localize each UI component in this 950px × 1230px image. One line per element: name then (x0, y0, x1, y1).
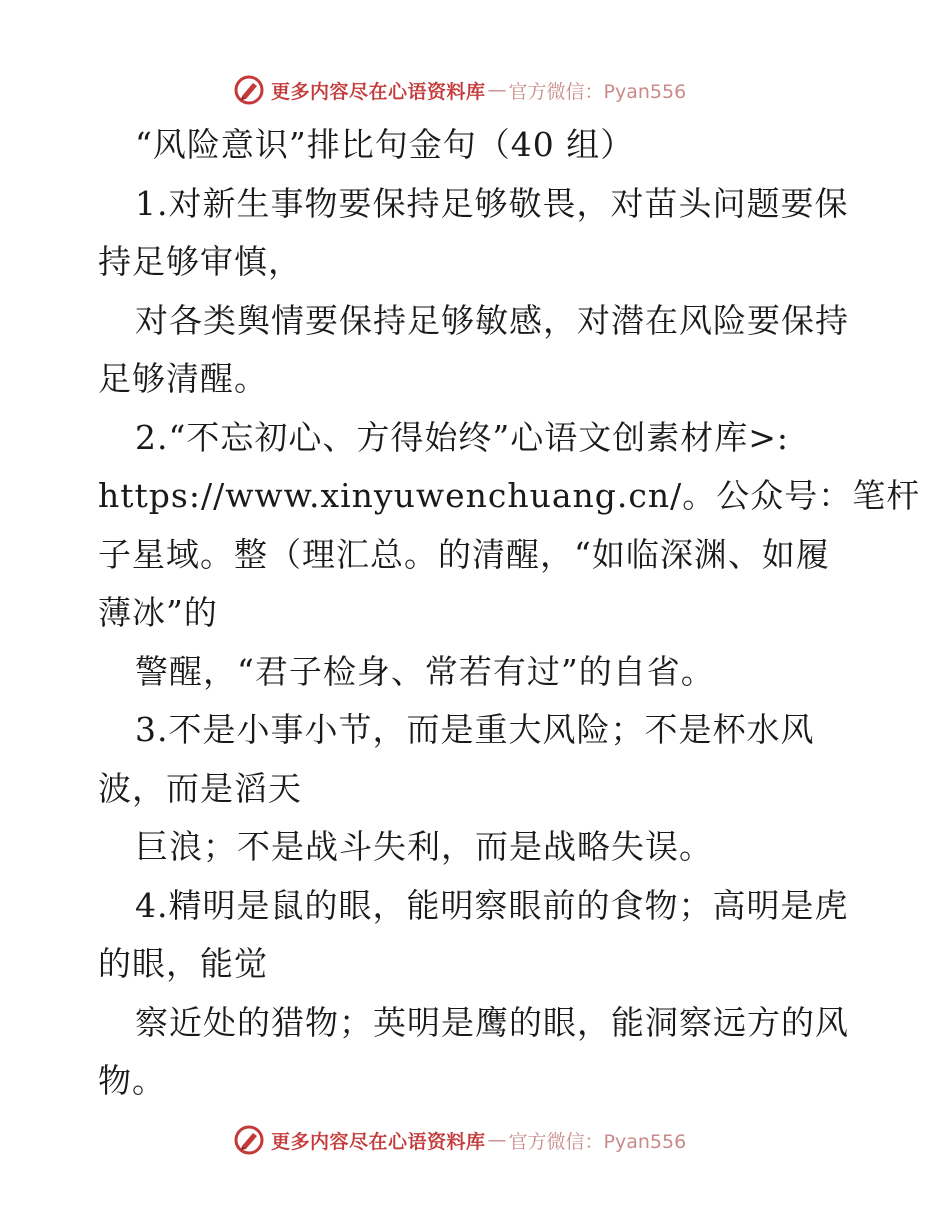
text-line: 薄冰”的 (98, 593, 218, 632)
header-banner[interactable] (233, 72, 713, 108)
header-separator: — (487, 79, 507, 101)
footer-main-text: 更多内容尽在心语资料库 (271, 1130, 486, 1153)
text-line: 1.对新生事物要保持足够敬畏，对苗头问题要保 (135, 184, 849, 223)
pen-logo-icon (233, 1124, 265, 1156)
pen-logo-icon (233, 74, 265, 106)
text-line: 巨浪；不是战斗失利，而是战略失误。 (135, 827, 713, 866)
text-line: 对各类舆情要保持足够敏感，对潜在风险要保持 (135, 301, 849, 340)
text-line: 持足够审慎， (98, 242, 302, 281)
text-line: https://www.xinyuwenchuang.cn/。公众号：笔杆 (98, 476, 921, 515)
footer-wechat-label: 官方微信：Pyan556 (508, 1130, 687, 1153)
header-wechat-label: 官方微信：Pyan556 (508, 80, 687, 103)
text-line: 警醒，“君子检身、常若有过”的自省。 (135, 652, 715, 691)
text-line: 3.不是小事小节，而是重大风险；不是杯水风 (135, 710, 815, 749)
document-title: “风险意识”排比句金句（40 组） (135, 125, 635, 164)
text-line: 的眼，能觉 (98, 944, 268, 983)
footer-banner[interactable] (233, 1122, 713, 1158)
text-line: 子星域。整（理汇总。的清醒，“如临深渊、如履 (98, 535, 830, 574)
text-line: 物。 (98, 1061, 166, 1100)
text-line: 察近处的猎物；英明是鹰的眼，能洞察远方的风 (135, 1003, 849, 1042)
footer-separator: — (487, 1129, 507, 1151)
text-line: 2.“不忘初心、方得始终”心语文创素材库>: (135, 418, 789, 457)
header-main-text: 更多内容尽在心语资料库 (271, 80, 486, 103)
text-line: 波，而是滔天 (98, 769, 302, 808)
text-line: 4.精明是鼠的眼，能明察眼前的食物；高明是虎 (135, 886, 849, 925)
text-line: 足够清醒。 (98, 359, 268, 398)
